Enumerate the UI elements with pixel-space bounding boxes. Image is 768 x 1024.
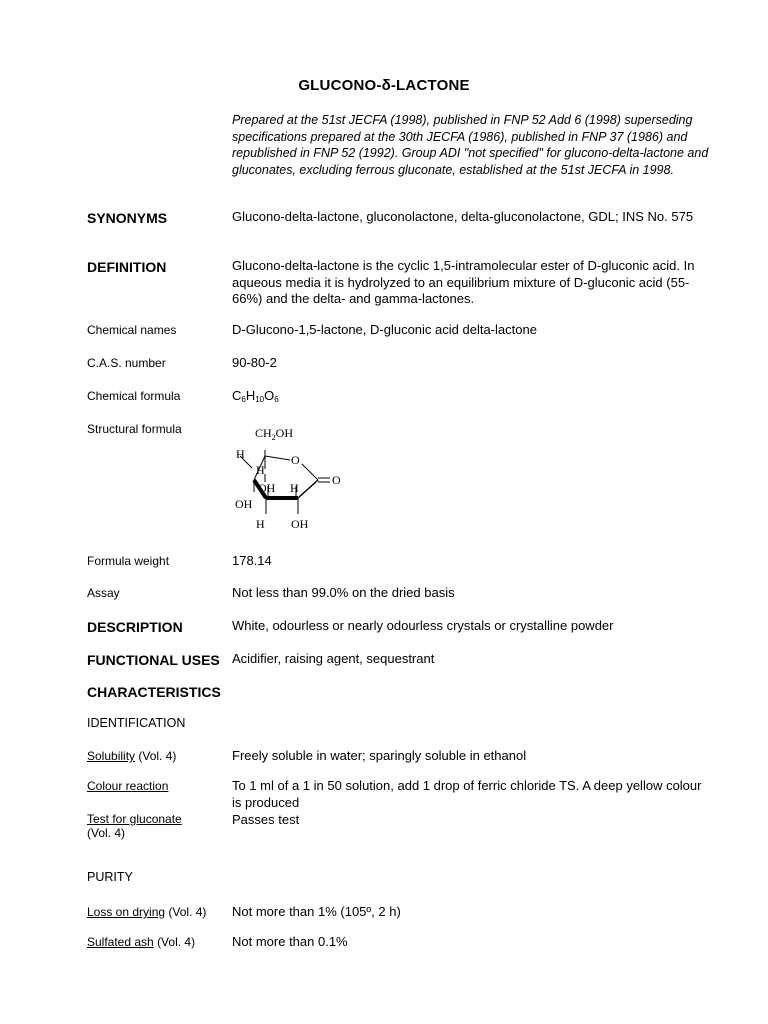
- sulfated-ash-vol: (Vol. 4): [157, 935, 196, 949]
- definition-value: Glucono-delta-lactone is the cyclic 1,5-intramolecular ester of D-gluconic acid. In aqueous media it is hydrolyzed to an equilibrium mixture of D-gluconic acid (55-66%) and the delta- and gamma-lactones.: [232, 258, 695, 306]
- loss-on-drying-label: [87, 904, 232, 920]
- structural-formula-label: Structural formula: [87, 422, 182, 436]
- formula-o-count: 6: [274, 395, 279, 404]
- atom-h-c2: H: [290, 481, 299, 495]
- gluconate-link[interactable]: Test for gluconate: [87, 812, 182, 826]
- sulfated-ash-value: Not more than 0.1%: [232, 934, 348, 949]
- atom-ch2oh: $CH_2OH$: [255, 426, 294, 442]
- solubility-label: [87, 748, 232, 764]
- atom-ring-o: O: [291, 453, 300, 467]
- page-title: GLUCONO-δ-LACTONE: [298, 77, 470, 94]
- sulfated-ash-label: [87, 934, 232, 950]
- assay-value: Not less than 99.0% on the dried basis: [232, 585, 455, 600]
- atom-h-c4: H: [256, 463, 265, 477]
- bond-c2-c1: [298, 480, 318, 498]
- colour-reaction-label: [87, 778, 232, 794]
- atom-oh-c3: OH: [258, 481, 276, 495]
- formula-weight-label: Formula weight: [87, 554, 170, 568]
- atom-oh-c2: OH: [291, 517, 309, 531]
- functional-uses-value: Acidifier, raising agent, sequestrant: [232, 651, 435, 666]
- assay-label: Assay: [87, 586, 120, 600]
- sulfated-ash-link[interactable]: Sulfated ash: [87, 935, 154, 949]
- gluconate-vol: (Vol. 4): [87, 826, 126, 840]
- definition-label: DEFINITION: [87, 259, 167, 275]
- synonyms-value: Glucono-delta-lactone, gluconolactone, delta-gluconolactone, GDL; INS No. 575: [232, 209, 694, 224]
- gluconate-value: Passes test: [232, 812, 300, 827]
- cas-value: 90-80-2: [232, 355, 277, 370]
- bond-c5-o: [265, 456, 290, 460]
- chemical-formula-label: Chemical formula: [87, 389, 181, 403]
- solubility-vol: (Vol. 4): [138, 749, 177, 763]
- atom-oh-c4: OH: [235, 497, 253, 511]
- solubility-link[interactable]: Solubility: [87, 749, 136, 763]
- atom-carbonyl-o: O: [332, 473, 341, 487]
- loss-on-drying-value: Not more than 1% (105º, 2 h): [232, 904, 401, 919]
- solubility-value: Freely soluble in water; sparingly soluble in ethanol: [232, 748, 527, 763]
- formula-weight-value: 178.14: [232, 553, 272, 568]
- synonyms-label: SYNONYMS: [87, 210, 168, 226]
- gluconate-label: [87, 812, 232, 840]
- formula-h-count: 10: [255, 395, 265, 404]
- atom-h-c5: H: [236, 447, 245, 461]
- loss-on-drying-vol: (Vol. 4): [168, 905, 207, 919]
- intro-paragraph: Prepared at the 51st JECFA (1998), published in FNP 52 Add 6 (1998) superseding specifications prepared at the 30th JECFA (1986), published in FNP 37 (1986) and republished in FNP 52 (1992). Group ADI "not specified" for glucono-delta-lactone and gluconates, excluding ferrous gluconate, established at the 51st JECFA in 1998.: [232, 113, 709, 177]
- atom-h-c3: H: [256, 517, 265, 531]
- formula-h: H: [245, 388, 256, 403]
- structural-formula-diagram: [230, 422, 360, 534]
- loss-on-drying-link[interactable]: Loss on drying: [87, 905, 166, 919]
- characteristics-heading: CHARACTERISTICS: [87, 684, 221, 700]
- colour-reaction-value: To 1 ml of a 1 in 50 solution, add 1 drop of ferric chloride TS. A deep yellow colour is produced: [232, 778, 702, 810]
- description-value: White, odourless or nearly odourless crystals or crystalline powder: [232, 618, 614, 633]
- functional-uses-label: FUNCTIONAL USES: [87, 652, 220, 668]
- chemical-names-label: Chemical names: [87, 323, 177, 337]
- chemical-formula-value: [232, 388, 707, 409]
- chemical-names-value: D-Glucono-1,5-lactone, D-gluconic acid delta-lactone: [232, 322, 537, 337]
- cas-label: C.A.S. number: [87, 356, 166, 370]
- formula-c-count: 6: [241, 395, 246, 404]
- purity-heading: PURITY: [87, 870, 133, 884]
- identification-heading: IDENTIFICATION: [87, 716, 186, 730]
- description-label: DESCRIPTION: [87, 619, 183, 635]
- formula-c: C: [232, 388, 242, 403]
- bond-o-c1: [302, 464, 318, 480]
- formula-o: O: [264, 388, 275, 403]
- colour-reaction-link[interactable]: Colour reaction: [87, 779, 169, 793]
